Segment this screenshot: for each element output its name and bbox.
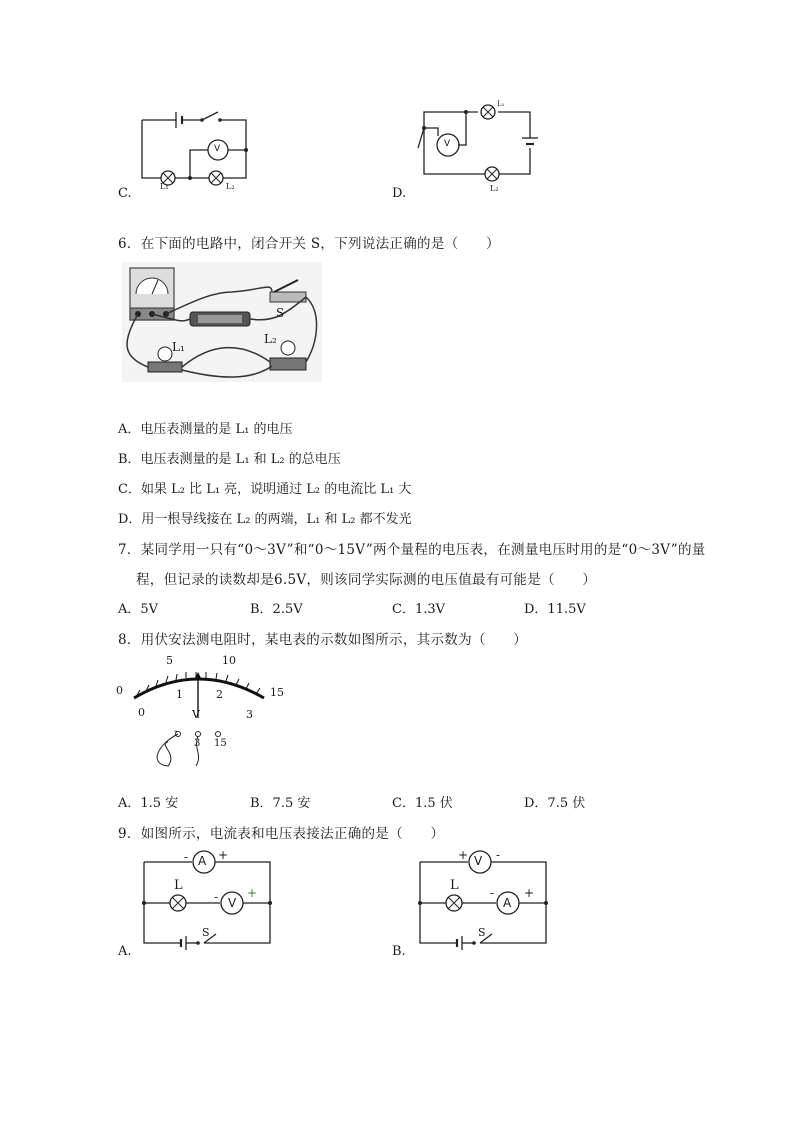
- q6-photo-l2-label: L₂: [264, 332, 277, 346]
- q7-option-c[interactable]: C．1.3V: [392, 602, 446, 617]
- q9-b-ammeter-plus: +: [524, 886, 535, 900]
- q9-b-voltmeter-minus: -: [496, 848, 501, 862]
- q9-b-ammeter-minus: -: [490, 886, 495, 900]
- q8-terminal-3: 3: [194, 738, 201, 749]
- q7-stem-line2: 程，但记录的读数却是6.5V，则该同学实际测的电压值最有可能是（ ）: [136, 572, 597, 588]
- q9-b-lamp-label: L: [450, 878, 459, 893]
- q6-photo-s-label: S: [276, 306, 285, 320]
- q9-a-ammeter-label: A: [198, 854, 207, 868]
- q9-b-voltmeter-label: V: [474, 854, 483, 868]
- q5-option-d[interactable]: D.: [392, 186, 407, 201]
- q9-stem: 9．如图所示，电流表和电压表接法正确的是（ ）: [118, 826, 445, 842]
- q8-option-c[interactable]: C．1.5 伏: [392, 796, 453, 811]
- q8-tick-lower-1: 1: [176, 688, 183, 701]
- q9-a-voltmeter-plus: +: [247, 886, 258, 900]
- q5-c-l1-label: L₁: [160, 182, 169, 191]
- q9-b-ammeter-label: A: [503, 896, 512, 910]
- q9-a-voltmeter-label: V: [228, 896, 237, 910]
- q9-circuit-a: [142, 848, 282, 948]
- q8-terminal-15: 15: [214, 738, 227, 749]
- q8-option-d[interactable]: D．7.5 伏: [524, 796, 586, 811]
- q8-tick-lower-2: 2: [216, 688, 223, 701]
- q8-tick-upper-0: 0: [116, 684, 123, 697]
- q5-option-c[interactable]: C.: [118, 186, 132, 201]
- q5-c-l2-label: L₂: [226, 182, 235, 191]
- q7-option-d[interactable]: D．11.5V: [524, 602, 586, 617]
- q9-circuit-b: [418, 848, 558, 948]
- q6-option-a[interactable]: A．电压表测量的是 L₁ 的电压: [118, 422, 293, 437]
- q8-meter-unit: V: [192, 708, 200, 721]
- q6-option-d[interactable]: D．用一根导线接在 L₂ 的两端，L₁ 和 L₂ 都不发光: [118, 512, 412, 527]
- q9-a-voltmeter-minus: -: [214, 890, 219, 904]
- q8-tick-upper-15: 15: [270, 686, 284, 699]
- q6-circuit-photo: [122, 262, 322, 382]
- q6-option-b[interactable]: B．电压表测量的是 L₁ 和 L₂ 的总电压: [118, 452, 341, 467]
- q7-option-b[interactable]: B．2.5V: [250, 602, 303, 617]
- q5-d-l2-label: L₂: [490, 184, 499, 193]
- q8-tick-upper-10: 10: [222, 654, 236, 667]
- q9-a-ammeter-minus: -: [184, 850, 189, 864]
- q8-stem: 8．用伏安法测电阻时，某电表的示数如图所示，其示数为（ ）: [118, 632, 528, 648]
- q8-meter-dial: [118, 654, 298, 754]
- q7-option-a[interactable]: A．5V: [118, 602, 159, 617]
- q9-a-ammeter-plus: +: [218, 848, 229, 862]
- q5-circuit-d: [418, 98, 538, 188]
- q6-option-c[interactable]: C．如果 L₂ 比 L₁ 亮，说明通过 L₂ 的电流比 L₁ 大: [118, 482, 412, 497]
- q7-stem-line1: 7．某同学用一只有“0～3V”和“0～15V”两个量程的电压表，在测量电压时用的是“0～3V”的量: [118, 542, 706, 558]
- q5-c-voltmeter-label: V: [214, 144, 221, 154]
- q9-a-lamp-label: L: [174, 878, 183, 893]
- q9-a-switch-label: S: [202, 926, 210, 939]
- q8-option-b[interactable]: B．7.5 安: [250, 796, 311, 811]
- q8-tick-lower-3: 3: [246, 708, 253, 721]
- q8-option-a[interactable]: A．1.5 安: [118, 796, 179, 811]
- q5-circuit-c: [138, 108, 258, 198]
- q6-photo-l1-label: L₁: [172, 340, 185, 354]
- q8-terminal-minus: -: [174, 726, 178, 737]
- q8-tick-upper-5: 5: [166, 654, 173, 667]
- q9-b-switch-label: S: [478, 926, 486, 939]
- q9-b-voltmeter-plus: +: [458, 848, 469, 862]
- q6-stem: 6．在下面的电路中，闭合开关 S，下列说法正确的是（ ）: [118, 236, 500, 252]
- q8-tick-lower-0: 0: [138, 706, 145, 719]
- q9-option-a[interactable]: A.: [118, 944, 132, 959]
- q9-option-b[interactable]: B.: [392, 944, 406, 959]
- q5-d-voltmeter-label: V: [444, 139, 451, 149]
- q5-d-l1-label: L₁: [497, 100, 505, 108]
